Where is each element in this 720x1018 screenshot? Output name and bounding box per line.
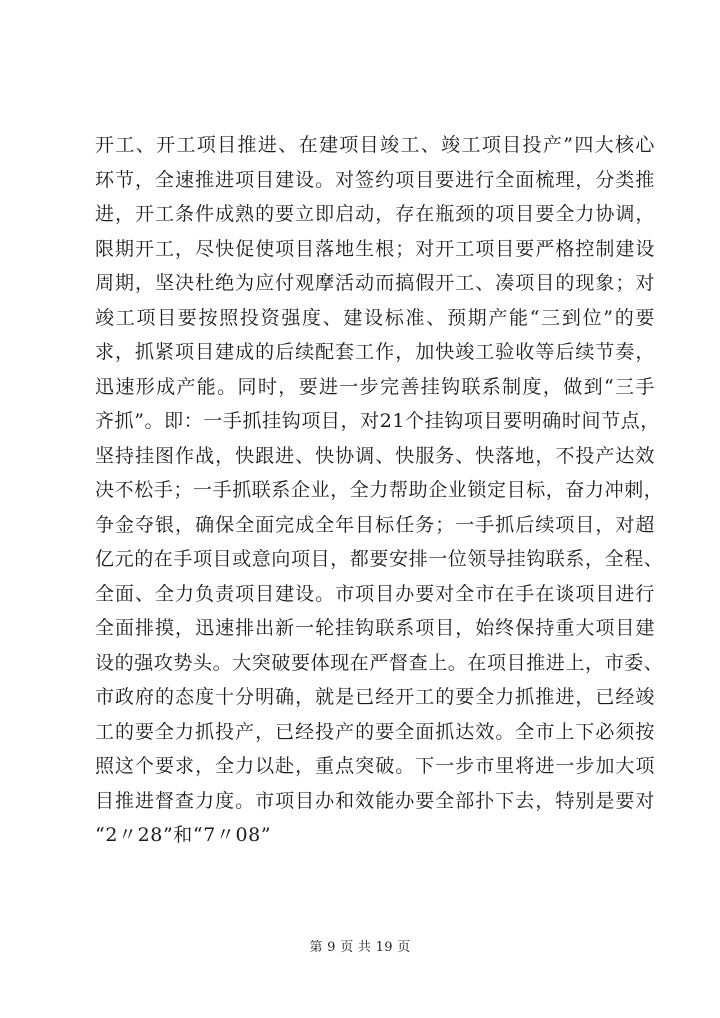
text-line: 决不松手；一手抓联系企业，全力帮助企业锁定目标，奋力冲刺， (95, 479, 664, 501)
text-line: 市政府的态度十分明确，就是已经开工的要全力抓推进，已经竣 (95, 686, 655, 708)
page-number-footer: 第 9 页 共 19 页 (309, 940, 411, 955)
text-line: 周期，坚决杜绝为应付观摩活动而搞假开工、凑项目的现象；对 (95, 272, 655, 294)
text-line: 全面、全力负责项目建设。市项目办要对全市在手在谈项目进行 (95, 582, 655, 605)
text-line: 求，抓紧项目建成的后续配套工作，加快竣工验收等后续节奏， (95, 341, 655, 363)
text-line-last: “2〃28”和“7〃08” (95, 824, 272, 846)
text-line: 设的强攻势头。大突破要体现在严督查上。在项目推进上，市委、 (95, 651, 664, 674)
text-line: 迅速形成产能。同时，要进一步完善挂钩联系制度，做到“三手 (95, 375, 655, 398)
text-line: 坚持挂图作战，快跟进、快协调、快服务、快落地，不投产达效 (95, 444, 655, 467)
document-body (95, 128, 664, 853)
text-line: 开工、开工项目推进、在建项目竣工、竣工项目投产”四大核心 (95, 134, 655, 156)
text-line: 全面排摸，迅速排出新一轮挂钩联系项目，始终保持重大项目建 (95, 617, 655, 639)
text-line: 目推进督查力度。市项目办和效能办要全部扑下去，特别是要对 (95, 789, 655, 812)
text-line: 限期开工，尽快促使项目落地生根；对开工项目要严格控制建设 (95, 237, 655, 260)
text-line: 亿元的在手项目或意向项目，都要安排一位领导挂钩联系，全程、 (95, 548, 664, 570)
text-line: 工的要全力抓投产，已经投产的要全面抓达效。全市上下必须按 (95, 720, 655, 743)
text-line: 进，开工条件成熟的要立即启动，存在瓶颈的项目要全力协调， (95, 203, 655, 225)
text-line: 齐抓”。即：一手抓挂钩项目，对21个挂钩项目要明确时间节点， (95, 410, 660, 432)
text-line: 竣工项目要按照投资强度、建设标准、预期产能“三到位”的要 (95, 306, 655, 329)
text-line: 照这个要求，全力以赴，重点突破。下一步市里将进一步加大项 (95, 755, 655, 777)
text-line: 环节，全速推进项目建设。对签约项目要进行全面梳理，分类推 (95, 168, 655, 191)
text-line: 争金夺银，确保全面完成全年目标任务；一手抓后续项目，对超 (95, 513, 655, 536)
